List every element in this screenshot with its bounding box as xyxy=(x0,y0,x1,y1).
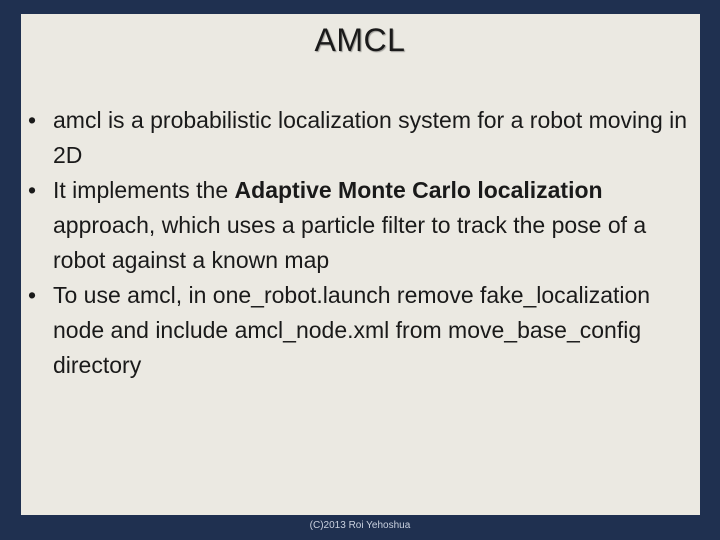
slide-title: AMCL xyxy=(314,22,406,58)
bullet-icon: • xyxy=(28,177,37,203)
bullet-text-bold: Adaptive Monte Carlo localization xyxy=(234,177,603,203)
bullet-text-after: approach, which uses a particle filter to track the pose of a robot against a known map xyxy=(53,212,647,273)
bullet-item xyxy=(28,173,698,278)
footer-copyright: (C)2013 Roi Yehoshua xyxy=(309,520,411,531)
bullet-text: amcl is a probabilistic localization system for a robot moving in 2D xyxy=(53,107,688,168)
bullet-text: To use amcl, in one_robot.launch remove fake_localization node and include amcl_node.xml from move_base_config directory xyxy=(53,282,651,378)
bullet-icon: • xyxy=(28,282,37,308)
bullet-icon: • xyxy=(28,107,37,133)
bullet-list xyxy=(28,103,698,383)
bullet-text-before: It implements the xyxy=(53,177,235,203)
bullet-item xyxy=(28,278,698,383)
bullet-item xyxy=(28,103,698,173)
